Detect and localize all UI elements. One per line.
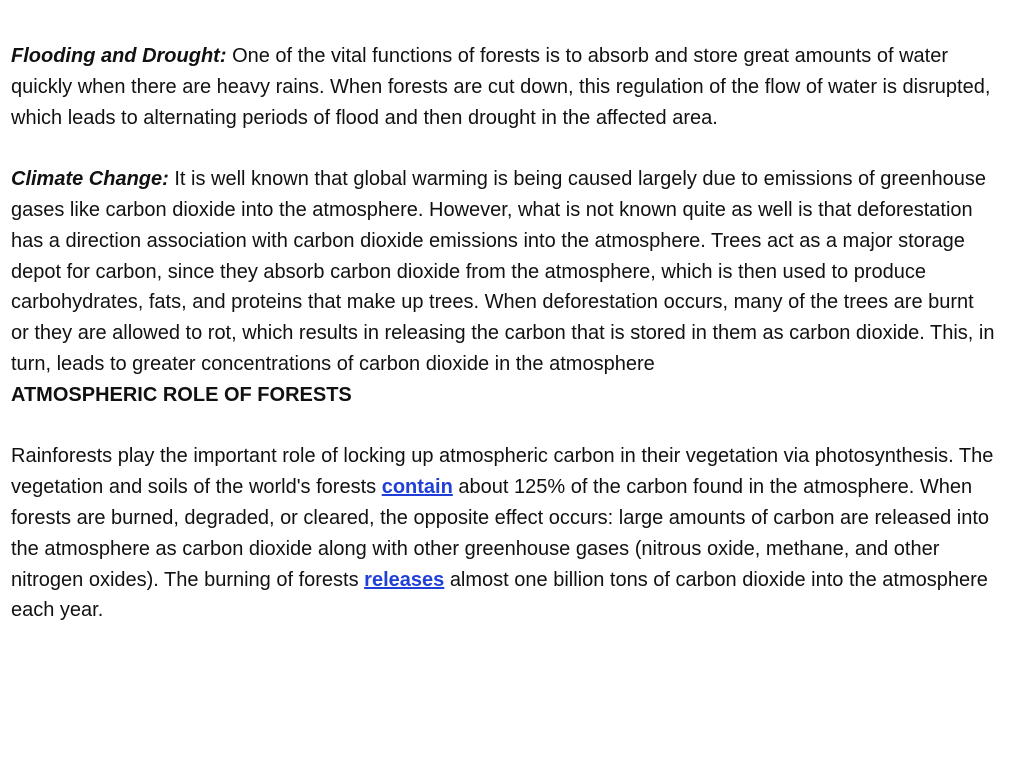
climate-change-text: It is well known that global warming is being caused largely due to emissions of greenhouse gases like carbon dioxide into the atmosphere. However, what is not known quite as well is that deforestation has a direction association with carbon dioxide emissions into the atmosphere. Trees act as a major storage depot for carbon, since they absorb carbon dioxide from the atmosphere, which is then used to produce carbohydrates, fats, and proteins that make up trees. When deforestation occurs, many of the trees are burnt or they are allowed to rot, which results in releasing the carbon that is stored in them as carbon dioxide. This, in turn, leads to greater concentrations of carbon dioxide in the atmosphere [11, 168, 995, 375]
paragraph-spacer [11, 133, 996, 164]
flooding-drought-lead: Flooding and Drought: [11, 45, 227, 67]
paragraph-atmospheric-role [11, 441, 996, 626]
atmospheric-text-3: almost one billion tons of carbon dioxide into the atmosphere each year. [11, 568, 988, 622]
document-page [11, 41, 996, 626]
atmospheric-text-2: about 125% of the carbon found in the atmosphere. When forests are burned, degraded, or cleared, the opposite effect occurs: large amounts of carbon are released into the atmosphere as carbon dioxide along with other greenhouse gases (nitrous oxide, methane, and other nitrogen oxides). The burning of forests [11, 476, 989, 591]
paragraph-flooding-drought [11, 41, 996, 133]
contain-link[interactable]: contain [381, 476, 453, 499]
flooding-drought-text: One of the vital functions of forests is to absorb and store great amounts of water quickly when there are heavy rains. When forests are cut down, this regulation of the flow of water is disrupted, which leads to alternating periods of flood and then drought in the affected area. [11, 45, 991, 129]
section-heading: ATMOSPHERIC ROLE OF FORESTS [11, 383, 352, 406]
paragraph-spacer [11, 411, 996, 442]
paragraph-climate-change [11, 164, 996, 380]
atmospheric-text-1: Rainforests play the important role of locking up atmospheric carbon in their vegetation via photosynthesis. The vegetation and soils of the world's forests [11, 445, 994, 499]
climate-change-lead: Climate Change: [11, 168, 169, 191]
releases-link[interactable]: releases [364, 568, 445, 591]
